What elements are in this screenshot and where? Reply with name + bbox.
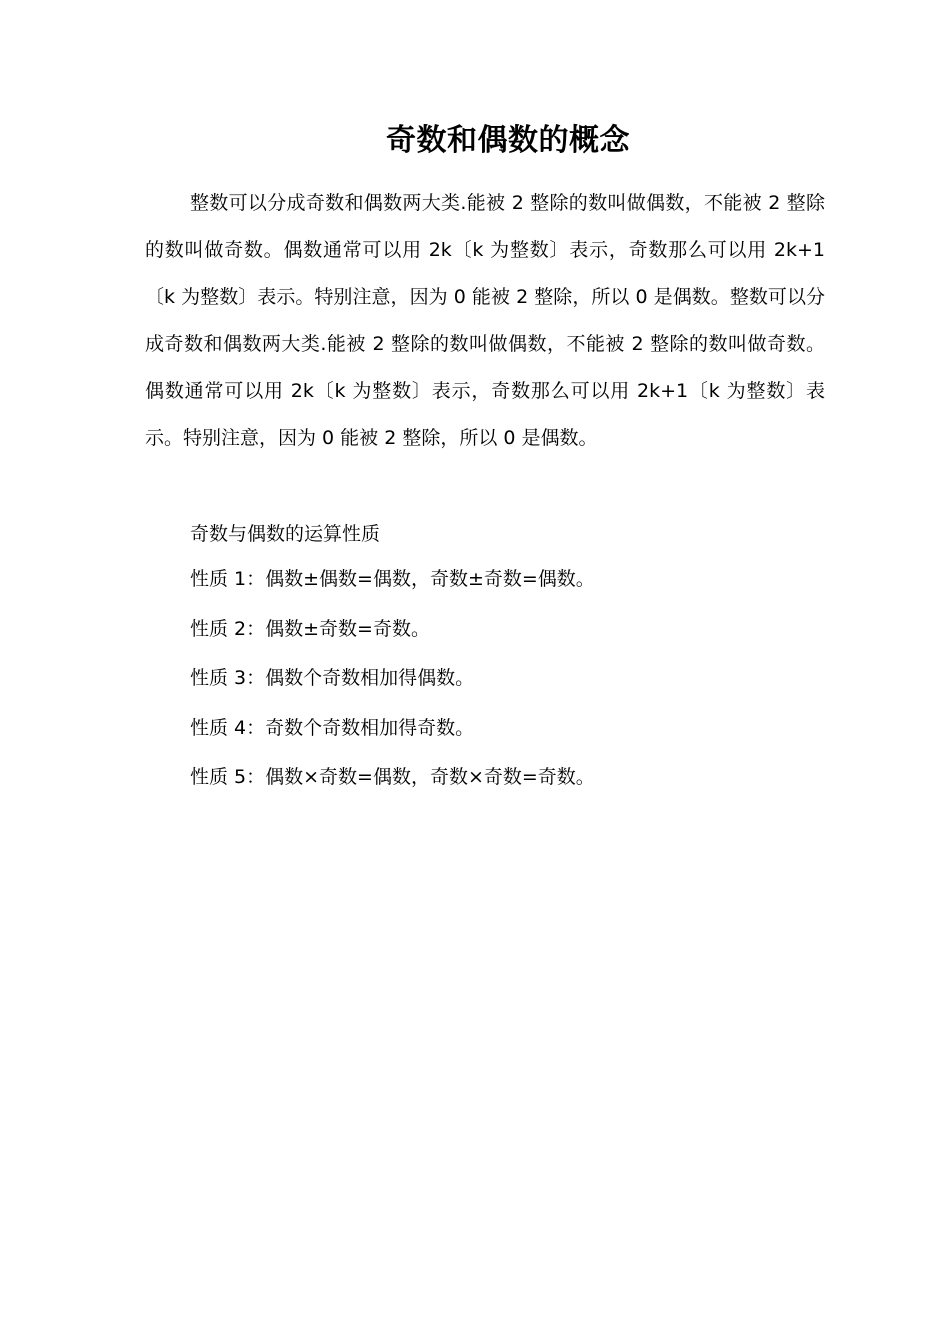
- document-title: 奇数和偶数的概念: [386, 123, 630, 158]
- property-5: 性质 5：偶数×奇数=偶数，奇数×奇数=奇数。: [190, 766, 595, 788]
- property-4: 性质 4：奇数个奇数相加得奇数。: [190, 717, 475, 739]
- body-paragraph: 整数可以分成奇数和偶数两大类.能被 2 整除的数叫做偶数，不能被 2 整除的数叫做奇数。偶数通常可以用 2k〔k 为整数〕表示，奇数那么可以用 2k+1〔k 为整数〕表示。特别注意，因为 0 能被 2 整除，所以 0 是偶数。整数可以分成奇数和偶数两大类.能被 2 整除的数叫做偶数，不能被 2 整除的数叫做奇数。偶数通常可以用 2k〔k 为整数〕表示，奇数那么可以用 2k+1〔k 为整数〕表示。特别注意，因为 0 能被 2 整除，所以 0 是偶数。: [145, 192, 825, 449]
- property-1: 性质 1：偶数±偶数=偶数，奇数±奇数=偶数。: [190, 568, 595, 590]
- property-3: 性质 3：偶数个奇数相加得偶数。: [190, 667, 475, 689]
- property-2: 性质 2：偶数±奇数=奇数。: [190, 618, 430, 640]
- section-heading: 奇数与偶数的运算性质: [190, 523, 381, 545]
